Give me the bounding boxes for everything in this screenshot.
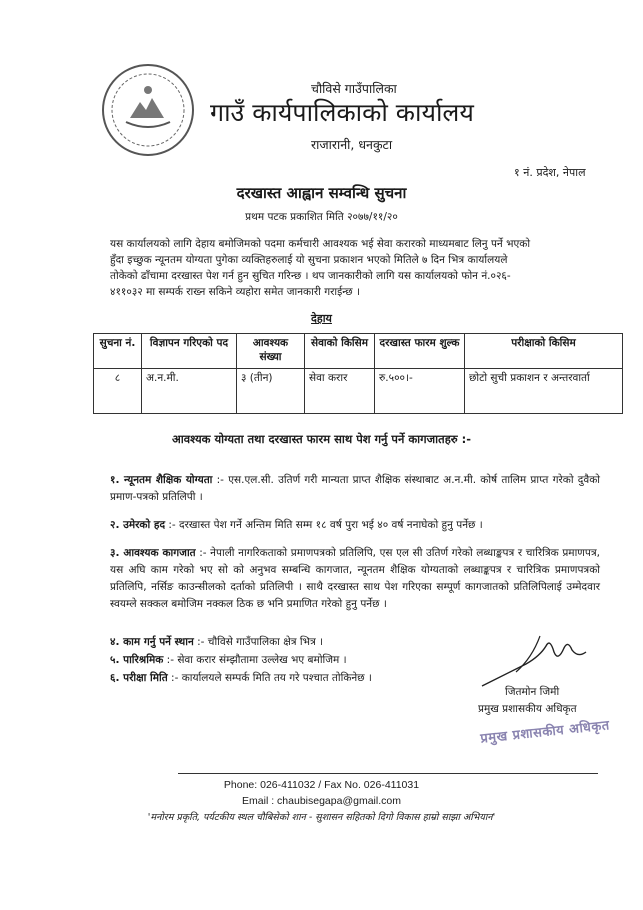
intro-line: यस कार्यालयको लागि देहाय बमोजिमको पदमा कर्मचारी आवश्यक भई सेवा करारको माध्यमबाट लिनु पर्ने भएको [110, 238, 531, 250]
intro-line: हुँदा इच्छुक न्यूनतम योग्यता पुगेका व्यक्तिहरुलाई यो सुचना प्रकाशन भएको मितिले ७ दिन भित्र कार्यालयले [110, 254, 508, 266]
vacancy-table [93, 333, 623, 414]
office-name: गाउँ कार्यपालिकाको कार्यालय [210, 98, 474, 127]
intro-line: तोकेको ढाँचामा दरखास्त पेश गर्न हुन सुचित गरिन्छ । थप जानकारीको लागि यस कार्यालयको फोन नं.०२६- [110, 270, 511, 282]
notice-title: दरखास्त आह्वान सम्वन्धि सुचना [236, 184, 407, 202]
requirements-title: आवश्यक योग्यता तथा दरखास्त फारम साथ पेश गर्नु पर्ने कागजातहरु :- [171, 432, 472, 446]
province-label: १ नं. प्रदेश, नेपाल [514, 166, 586, 179]
table-row [94, 369, 623, 414]
col-header: आवश्यक संख्या [237, 334, 305, 369]
requirement-label: ४. काम गर्नु पर्ने स्थान [110, 636, 194, 648]
table-caption: देहाय [311, 312, 332, 325]
col-header: विज्ञापन गरिएको पद [142, 334, 237, 369]
requirement-text: :- चौविसे गाउँपालिका क्षेत्र भित्र । [193, 636, 324, 648]
publication-date: प्रथम पटक प्रकाशित मिति २०७७/११/२० [245, 211, 398, 223]
office-address: राजारानी, धनकुटा [311, 137, 393, 152]
col-header: परीक्षाको किसिम [465, 334, 623, 369]
requirement-label: ५. पारिश्रमिक [110, 654, 164, 666]
requirement-item [110, 517, 600, 534]
requirement-item [110, 472, 600, 506]
table-cell: छोटो सुची प्रकाशन र अन्तरवार्ता [465, 369, 623, 414]
table-cell: अ.न.मी. [142, 369, 237, 414]
footer-divider [178, 773, 598, 774]
requirement-item [110, 670, 490, 687]
col-header: सेवाको किसिम [305, 334, 375, 369]
requirement-label: ३. आवश्यक कागजात [110, 547, 196, 559]
footer-slogan: 'मनोरम प्रकृति, पर्यटकीय स्थल चौबिसेको शान - सुशासन सहितको दिगो विकास हाम्रो साझा अभियान' [147, 812, 496, 823]
official-stamp: प्रमुख प्रशासकीय अधिकृत [479, 718, 611, 747]
requirement-text: :- नेपाली नागरिकताको प्रमाणपत्रको प्रतिलिपि, एस एल सी उतिर्ण गरेको लब्धाङ्कपत्र र चारित्रिक प्रमाणपत्र, यस अघि काम गरेको भए सो को अनुभव सम्बन्धि कागजात, न्यूनतम शैक्षिक योग्यताको लब्धाङ्कपत्र र चारित्रिक प्रमाणपत्रको प्रतिलिपि, नर्सिङ काउन्सीलको दर्ताको प्रतिलिपी । साथै दरखास्त साथ पेश गरिएका सम्पूर्ण कागजातको प्रतिलिपिलाई उम्मेदवार स्वयम्ले सक्कल बमोजिम नक्कल ठिक छ भनि प्रमाणित गरेको हुनु पर्नेछ । [110, 547, 600, 610]
requirement-text: :- सेवा करार संम्झौतामा उल्लेख भए बमोजिम । [163, 654, 347, 666]
intro-paragraph [110, 236, 590, 300]
requirement-text: :- दरखास्त पेश गर्ने अन्तिम मिति सम्म १८ वर्ष पुरा भई ४० वर्ष ननाघेको हुनु पर्नेछ । [165, 519, 483, 531]
requirement-label: २. उमेरको हद [110, 519, 166, 531]
col-header: दरखास्त फारम शुल्क [375, 334, 465, 369]
footer-phone: Phone: 026-411032 / Fax No. 026-411031 [223, 779, 420, 791]
table-cell: ८ [94, 369, 142, 414]
government-seal-icon [102, 64, 194, 156]
intro-line: ४११०३२ मा सम्पर्क राख्न सकिने व्यहोरा समेत जानकारी गराईन्छ । [110, 286, 360, 298]
requirement-text: :- एस.एल.सी. उतिर्ण गरी मान्यता प्राप्त शैक्षिक संस्थाबाट अ.न.मी. कोर्ष तालिम प्राप्त गरेको दुवैको प्रमाण-पत्रको प्रतिलिपी । [110, 474, 600, 503]
footer-email: Email : chaubisegapa@gmail.com [242, 795, 401, 807]
table-cell: रु.५००।- [375, 369, 465, 414]
requirement-label: ६. परीक्षा मिति [110, 672, 168, 684]
signature-scribble-icon [480, 628, 590, 692]
col-header: सुचना नं. [94, 334, 142, 369]
requirement-item [110, 652, 490, 669]
signer-name: जितमोन जिमी [505, 686, 560, 698]
requirement-label: १. न्यूनतम शैक्षिक योग्यता [110, 474, 213, 486]
table-cell: ३ (तीन) [237, 369, 305, 414]
requirement-text: :- कार्यालयले सम्पर्क मिति तय गरे पश्चात तोकिनेछ । [167, 672, 372, 684]
table-header-row [94, 334, 623, 369]
requirement-item [110, 545, 600, 613]
requirement-item [110, 634, 490, 651]
signer-title: प्रमुख प्रशासकीय अधिकृत [478, 703, 577, 715]
table-cell: सेवा करार [305, 369, 375, 414]
municipality-name: चौविसे गाउँपालिका [311, 81, 397, 96]
